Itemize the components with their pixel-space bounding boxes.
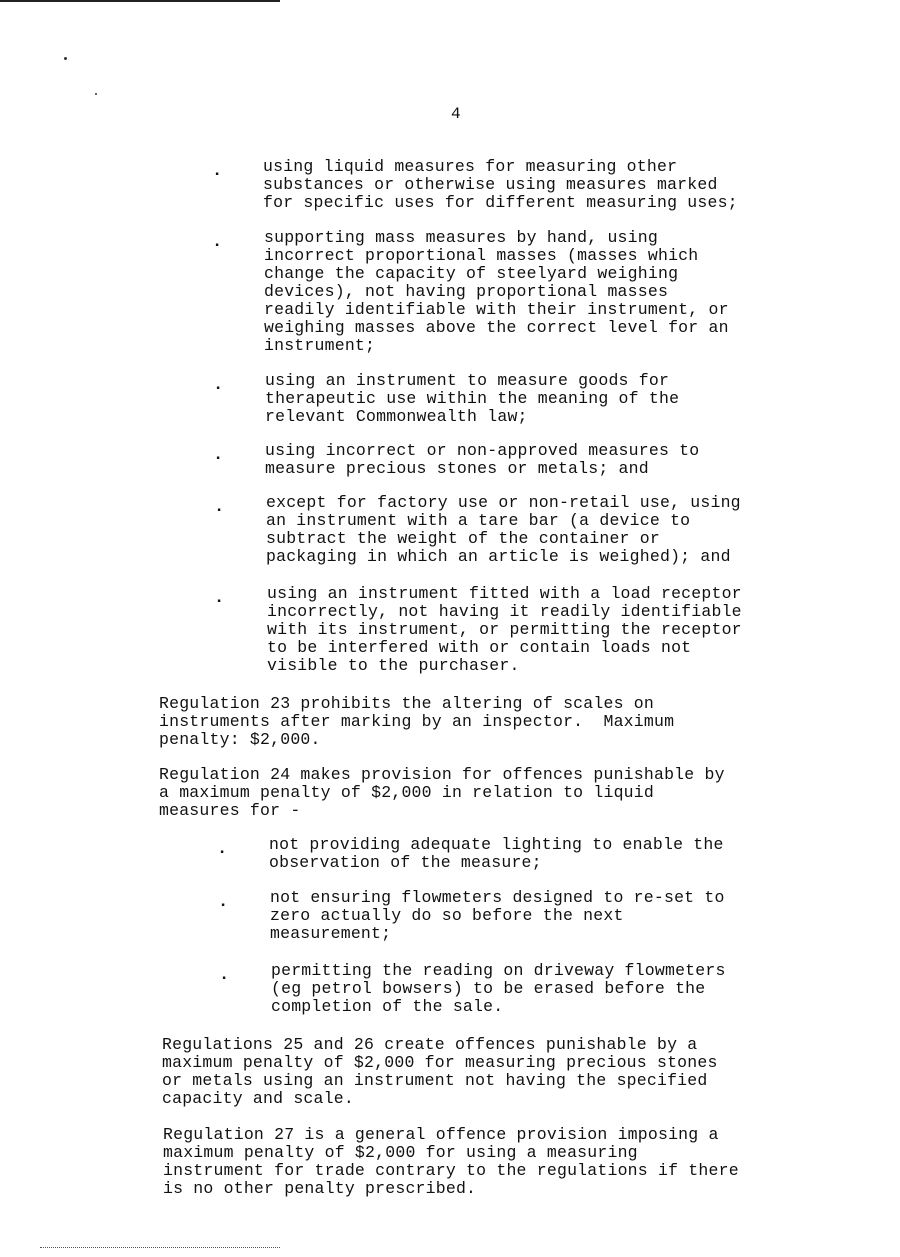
scan-speck: [95, 93, 97, 95]
bullet-mark: .: [214, 498, 225, 517]
list-item-text: not ensuring flowmeters designed to re-set to zero actually do so before the next measurement;: [270, 888, 725, 943]
bullet-mark: .: [212, 233, 223, 252]
list-item-text: using liquid measures for measuring other substances or otherwise using measures marked for specific uses for different measuring uses;: [263, 157, 738, 212]
page-number: 4: [451, 105, 461, 123]
bullet-mark: .: [217, 840, 228, 859]
paragraph-regulation-24: Regulation 24 makes provision for offences punishable by a maximum penalty of $2,000 in relation to liquid measures for -: [159, 765, 725, 820]
list-item-text: supporting mass measures by hand, using incorrect proportional masses (masses which change the capacity of steelyard weighing devices), not having proportional masses readily identifiable with their instrument, or weighing masses above the correct level for an instrument;: [264, 228, 729, 355]
list-item-text: using an instrument to measure goods for therapeutic use within the meaning of the relevant Commonwealth law;: [265, 371, 680, 426]
paragraph-regulation-23: Regulation 23 prohibits the altering of scales on instruments after marking by an inspector. Maximum penalty: $2,000.: [159, 694, 675, 749]
scan-speck: [64, 57, 67, 60]
paragraph-regulations-25-26: Regulations 25 and 26 create offences punishable by a maximum penalty of $2,000 for measuring precious stones or metals using an instrument not having the specified capacity and scale.: [162, 1035, 718, 1108]
top-rule: [0, 0, 280, 2]
list-item-text: using incorrect or non-approved measures to measure precious stones or metals; and: [265, 441, 700, 478]
list-item-text: except for factory use or non-retail use, using an instrument with a tare bar (a device to subtract the weight of the container or packaging in which an article is weighed); and: [266, 493, 741, 566]
bullet-mark: .: [213, 446, 224, 465]
list-item-text: not providing adequate lighting to enable the observation of the measure;: [269, 835, 724, 872]
paragraph-regulation-27: Regulation 27 is a general offence provision imposing a maximum penalty of $2,000 for using a measuring instrument for trade contrary to the regulations if there is no other penalty prescribed.: [163, 1125, 739, 1198]
list-item-text: using an instrument fitted with a load receptor incorrectly, not having it readily identifiable with its instrument, or permitting the receptor to be interfered with or contain loads not visible to the purchaser.: [267, 584, 742, 675]
bullet-mark: .: [218, 893, 229, 912]
bottom-rule: [40, 1247, 280, 1249]
bullet-mark: .: [219, 966, 230, 985]
list-item-text: permitting the reading on driveway flowmeters (eg petrol bowsers) to be erased before the completion of the sale.: [271, 961, 726, 1016]
bullet-mark: .: [213, 376, 224, 395]
bullet-mark: .: [214, 589, 225, 608]
bullet-mark: .: [212, 162, 223, 181]
